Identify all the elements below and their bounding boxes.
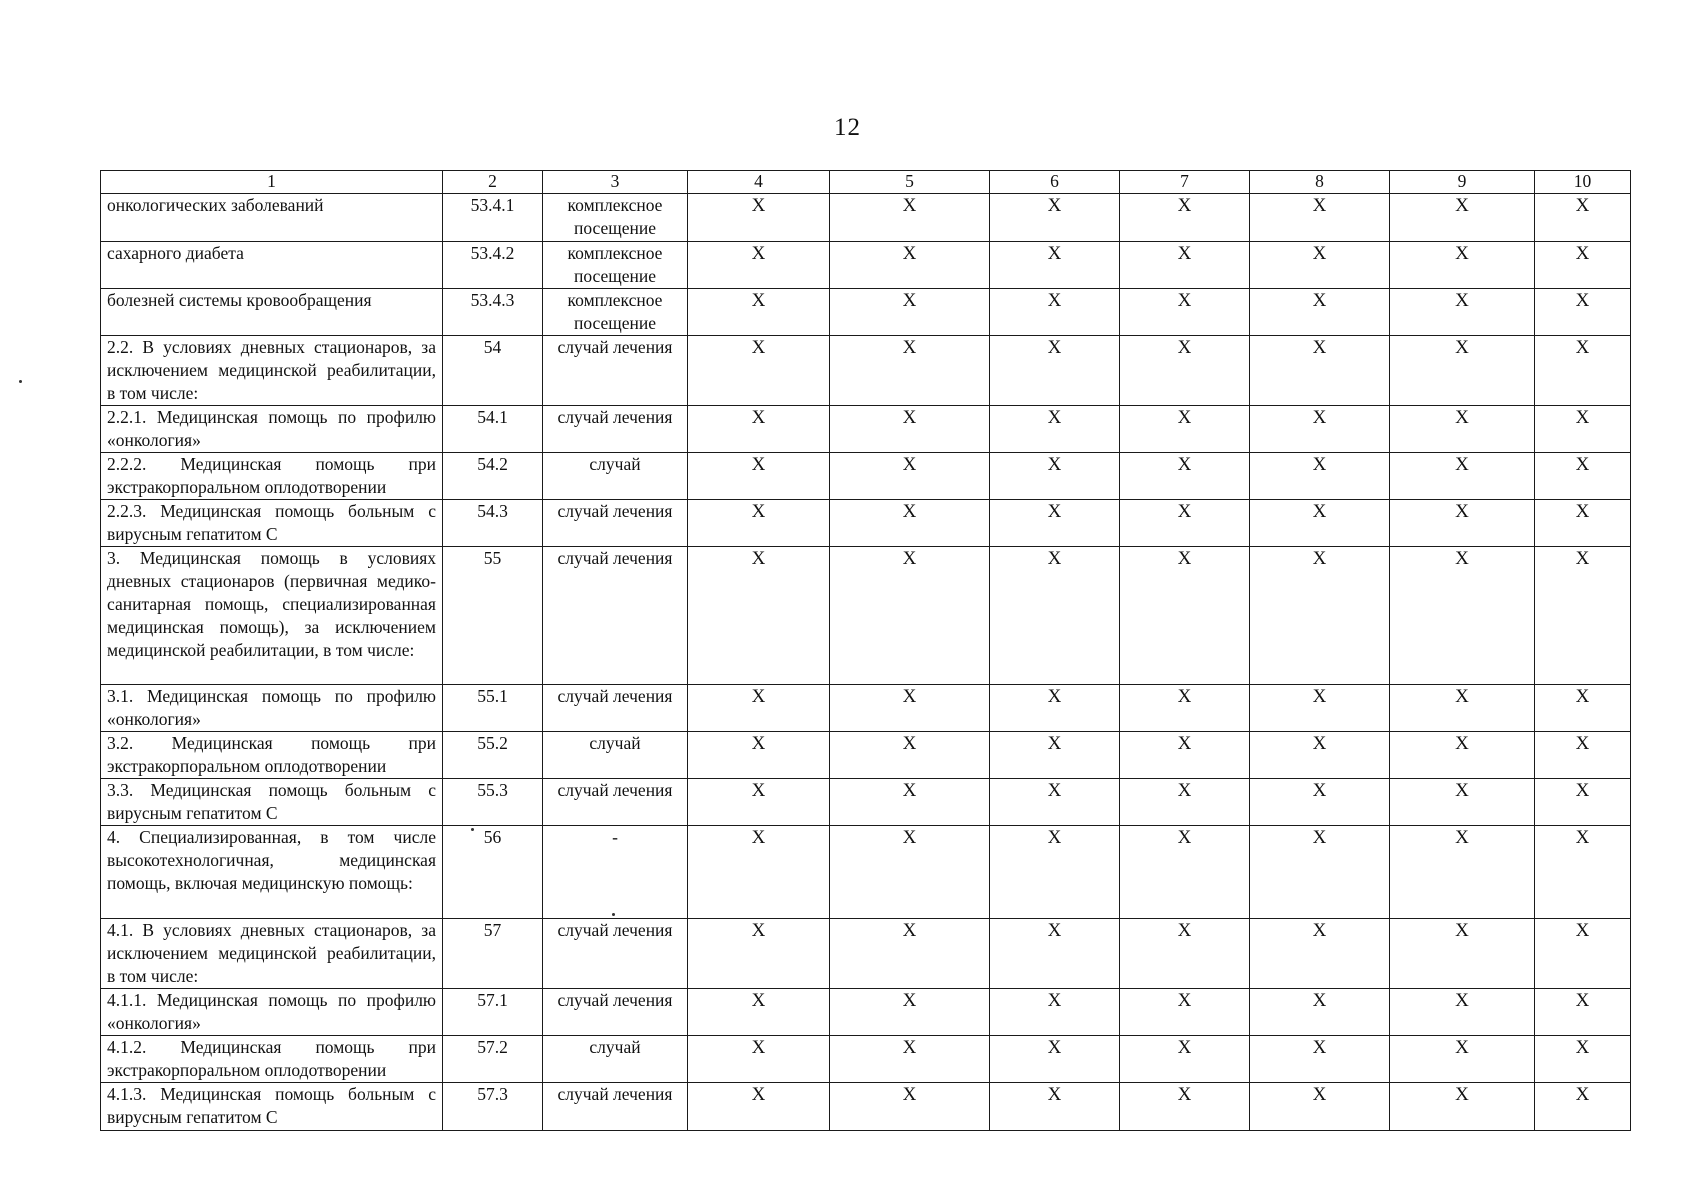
x-mark-cell: X <box>1250 685 1390 732</box>
row-name-cell: 4. Специализированная, в том числе высокотехнологичная, медицинская помощь, включая медицинскую помощь: <box>101 826 443 919</box>
x-mark-cell: X <box>1120 1083 1250 1131</box>
table-row <box>101 989 1631 1036</box>
x-mark-cell: X <box>1250 779 1390 826</box>
x-mark-cell: X <box>1120 336 1250 406</box>
x-mark-cell: X <box>688 732 830 779</box>
x-mark-cell: X <box>1120 1036 1250 1083</box>
x-mark-cell: X <box>1390 1083 1535 1131</box>
x-mark-cell: X <box>990 194 1120 242</box>
x-mark-cell: X <box>1250 826 1390 919</box>
x-mark-cell: X <box>830 1083 990 1131</box>
x-mark-cell: X <box>688 406 830 453</box>
x-mark-cell: X <box>1250 732 1390 779</box>
x-mark-cell: X <box>688 989 830 1036</box>
page-number: 12 <box>834 114 861 141</box>
x-mark-cell: X <box>688 194 830 242</box>
x-mark-cell: X <box>990 453 1120 500</box>
row-unit-cell: случай <box>543 732 688 779</box>
x-mark-cell: X <box>688 336 830 406</box>
row-unit-cell: случай <box>543 1036 688 1083</box>
x-mark-cell: X <box>830 194 990 242</box>
column-header: 7 <box>1120 171 1250 194</box>
row-code-cell: 53.4.1 <box>443 194 543 242</box>
x-mark-cell: X <box>990 732 1120 779</box>
x-mark-cell: X <box>1120 289 1250 336</box>
row-unit-cell: случай лечения <box>543 919 688 989</box>
x-mark-cell: X <box>1535 500 1631 547</box>
x-mark-cell: X <box>830 732 990 779</box>
x-mark-cell: X <box>1250 289 1390 336</box>
row-name-cell: 4.1.2. Медицинская помощь при экстракорпоральном оплодотворении <box>101 1036 443 1083</box>
x-mark-cell: X <box>990 242 1120 289</box>
x-mark-cell: X <box>1535 826 1631 919</box>
x-mark-cell: X <box>1535 194 1631 242</box>
x-mark-cell: X <box>830 547 990 685</box>
row-unit-cell: случай лечения <box>543 547 688 685</box>
x-mark-cell: X <box>1535 732 1631 779</box>
row-name-cell: онкологических заболеваний <box>101 194 443 242</box>
row-unit-cell: случай лечения <box>543 1083 688 1131</box>
x-mark-cell: X <box>1390 336 1535 406</box>
row-name-cell: 3.1. Медицинская помощь по профилю «онкология» <box>101 685 443 732</box>
row-code-cell: 53.4.2 <box>443 242 543 289</box>
x-mark-cell: X <box>1535 989 1631 1036</box>
x-mark-cell: X <box>1390 547 1535 685</box>
table-body <box>101 194 1631 1131</box>
x-mark-cell: X <box>830 336 990 406</box>
column-header: 5 <box>830 171 990 194</box>
table-row <box>101 685 1631 732</box>
row-unit-cell: случай лечения <box>543 779 688 826</box>
x-mark-cell: X <box>688 685 830 732</box>
x-mark-cell: X <box>1250 336 1390 406</box>
table-row <box>101 406 1631 453</box>
row-code-cell: 55.2 <box>443 732 543 779</box>
x-mark-cell: X <box>1390 989 1535 1036</box>
x-mark-cell: X <box>1390 194 1535 242</box>
x-mark-cell: X <box>1535 453 1631 500</box>
x-mark-cell: X <box>990 1036 1120 1083</box>
row-name-cell: болезней системы кровообращения <box>101 289 443 336</box>
x-mark-cell: X <box>1250 453 1390 500</box>
x-mark-cell: X <box>990 1083 1120 1131</box>
row-unit-cell: случай лечения <box>543 406 688 453</box>
x-mark-cell: X <box>1535 919 1631 989</box>
x-mark-cell: X <box>1390 453 1535 500</box>
table-row <box>101 1036 1631 1083</box>
x-mark-cell: X <box>990 406 1120 453</box>
x-mark-cell: X <box>1390 406 1535 453</box>
row-name-cell: 2.2.3. Медицинская помощь больным с вирусным гепатитом С <box>101 500 443 547</box>
x-mark-cell: X <box>990 547 1120 685</box>
x-mark-cell: X <box>688 500 830 547</box>
x-mark-cell: X <box>990 336 1120 406</box>
row-code-cell: 55 <box>443 547 543 685</box>
column-header: 6 <box>990 171 1120 194</box>
row-code-cell: 55.3 <box>443 779 543 826</box>
table-row <box>101 289 1631 336</box>
row-unit-cell: случай лечения <box>543 989 688 1036</box>
x-mark-cell: X <box>1120 989 1250 1036</box>
row-code-cell: 53.4.3 <box>443 289 543 336</box>
x-mark-cell: X <box>1390 685 1535 732</box>
x-mark-cell: X <box>990 289 1120 336</box>
column-header: 1 <box>101 171 443 194</box>
x-mark-cell: X <box>688 289 830 336</box>
x-mark-cell: X <box>1390 289 1535 336</box>
header-row <box>101 171 1631 194</box>
x-mark-cell: X <box>1120 242 1250 289</box>
x-mark-cell: X <box>1250 500 1390 547</box>
x-mark-cell: X <box>1250 242 1390 289</box>
x-mark-cell: X <box>1250 406 1390 453</box>
row-unit-cell: комплексное посещение <box>543 242 688 289</box>
column-header: 4 <box>688 171 830 194</box>
x-mark-cell: X <box>1250 989 1390 1036</box>
column-header: 8 <box>1250 171 1390 194</box>
x-mark-cell: X <box>830 919 990 989</box>
x-mark-cell: X <box>688 1083 830 1131</box>
x-mark-cell: X <box>830 779 990 826</box>
scan-speck <box>612 913 615 916</box>
x-mark-cell: X <box>1390 779 1535 826</box>
x-mark-cell: X <box>1390 732 1535 779</box>
row-name-cell: 4.1. В условиях дневных стационаров, за исключением медицинской реабилитации, в том числе: <box>101 919 443 989</box>
row-code-cell: 54 <box>443 336 543 406</box>
x-mark-cell: X <box>1535 779 1631 826</box>
row-name-cell: сахарного диабета <box>101 242 443 289</box>
x-mark-cell: X <box>1535 1083 1631 1131</box>
row-code-cell: 56 <box>443 826 543 919</box>
row-code-cell: 54.2 <box>443 453 543 500</box>
x-mark-cell: X <box>1535 336 1631 406</box>
x-mark-cell: X <box>830 1036 990 1083</box>
table-row <box>101 826 1631 919</box>
row-code-cell: 57 <box>443 919 543 989</box>
column-header: 10 <box>1535 171 1631 194</box>
x-mark-cell: X <box>1250 547 1390 685</box>
row-code-cell: 57.1 <box>443 989 543 1036</box>
x-mark-cell: X <box>1535 685 1631 732</box>
row-name-cell: 2.2.1. Медицинская помощь по профилю «онкология» <box>101 406 443 453</box>
table-row <box>101 547 1631 685</box>
x-mark-cell: X <box>990 685 1120 732</box>
x-mark-cell: X <box>830 406 990 453</box>
column-header: 9 <box>1390 171 1535 194</box>
data-table <box>100 170 1631 1131</box>
x-mark-cell: X <box>688 547 830 685</box>
x-mark-cell: X <box>1535 1036 1631 1083</box>
x-mark-cell: X <box>830 242 990 289</box>
x-mark-cell: X <box>688 242 830 289</box>
table-row <box>101 500 1631 547</box>
row-name-cell: 2.2. В условиях дневных стационаров, за исключением медицинской реабилитации, в том числе: <box>101 336 443 406</box>
x-mark-cell: X <box>830 289 990 336</box>
x-mark-cell: X <box>688 826 830 919</box>
x-mark-cell: X <box>1535 242 1631 289</box>
row-code-cell: 57.2 <box>443 1036 543 1083</box>
row-unit-cell: комплексное посещение <box>543 289 688 336</box>
column-header: 2 <box>443 171 543 194</box>
x-mark-cell: X <box>1120 500 1250 547</box>
x-mark-cell: X <box>990 500 1120 547</box>
row-name-cell: 3. Медицинская помощь в условиях дневных стационаров (первичная медико-санитарная помощь, специализированная медицинская помощь), за исключением медицинской реабилитации, в том числе: <box>101 547 443 685</box>
x-mark-cell: X <box>990 919 1120 989</box>
row-unit-cell: - <box>543 826 688 919</box>
x-mark-cell: X <box>990 826 1120 919</box>
x-mark-cell: X <box>1120 919 1250 989</box>
table-row <box>101 919 1631 989</box>
x-mark-cell: X <box>1250 1083 1390 1131</box>
x-mark-cell: X <box>1535 547 1631 685</box>
table-row <box>101 732 1631 779</box>
x-mark-cell: X <box>1390 919 1535 989</box>
x-mark-cell: X <box>1120 685 1250 732</box>
x-mark-cell: X <box>1120 732 1250 779</box>
row-name-cell: 2.2.2. Медицинская помощь при экстракорпоральном оплодотворении <box>101 453 443 500</box>
x-mark-cell: X <box>1535 406 1631 453</box>
table-row <box>101 1083 1631 1131</box>
x-mark-cell: X <box>830 826 990 919</box>
x-mark-cell: X <box>688 1036 830 1083</box>
x-mark-cell: X <box>688 453 830 500</box>
row-code-cell: 57.3 <box>443 1083 543 1131</box>
row-name-cell: 4.1.1. Медицинская помощь по профилю «онкология» <box>101 989 443 1036</box>
x-mark-cell: X <box>830 453 990 500</box>
x-mark-cell: X <box>1390 826 1535 919</box>
x-mark-cell: X <box>688 779 830 826</box>
x-mark-cell: X <box>1120 779 1250 826</box>
x-mark-cell: X <box>830 685 990 732</box>
x-mark-cell: X <box>1250 194 1390 242</box>
row-name-cell: 3.2. Медицинская помощь при экстракорпоральном оплодотворении <box>101 732 443 779</box>
table-row <box>101 242 1631 289</box>
table-row <box>101 194 1631 242</box>
x-mark-cell: X <box>688 919 830 989</box>
row-unit-cell: комплексное посещение <box>543 194 688 242</box>
table-row <box>101 453 1631 500</box>
row-unit-cell: случай лечения <box>543 500 688 547</box>
x-mark-cell: X <box>830 989 990 1036</box>
x-mark-cell: X <box>1120 194 1250 242</box>
x-mark-cell: X <box>830 500 990 547</box>
x-mark-cell: X <box>1390 1036 1535 1083</box>
scan-speck <box>471 828 474 831</box>
x-mark-cell: X <box>1120 453 1250 500</box>
x-mark-cell: X <box>1390 242 1535 289</box>
row-unit-cell: случай лечения <box>543 685 688 732</box>
x-mark-cell: X <box>1120 547 1250 685</box>
row-unit-cell: случай <box>543 453 688 500</box>
x-mark-cell: X <box>1535 289 1631 336</box>
x-mark-cell: X <box>1120 406 1250 453</box>
x-mark-cell: X <box>1250 919 1390 989</box>
column-header: 3 <box>543 171 688 194</box>
x-mark-cell: X <box>1390 500 1535 547</box>
table-row <box>101 336 1631 406</box>
row-code-cell: 55.1 <box>443 685 543 732</box>
row-code-cell: 54.1 <box>443 406 543 453</box>
x-mark-cell: X <box>990 779 1120 826</box>
x-mark-cell: X <box>1250 1036 1390 1083</box>
row-name-cell: 3.3. Медицинская помощь больным с вирусным гепатитом С <box>101 779 443 826</box>
scan-speck <box>19 380 22 383</box>
row-name-cell: 4.1.3. Медицинская помощь больным с вирусным гепатитом С <box>101 1083 443 1131</box>
x-mark-cell: X <box>990 989 1120 1036</box>
row-unit-cell: случай лечения <box>543 336 688 406</box>
x-mark-cell: X <box>1120 826 1250 919</box>
row-code-cell: 54.3 <box>443 500 543 547</box>
table-row <box>101 779 1631 826</box>
